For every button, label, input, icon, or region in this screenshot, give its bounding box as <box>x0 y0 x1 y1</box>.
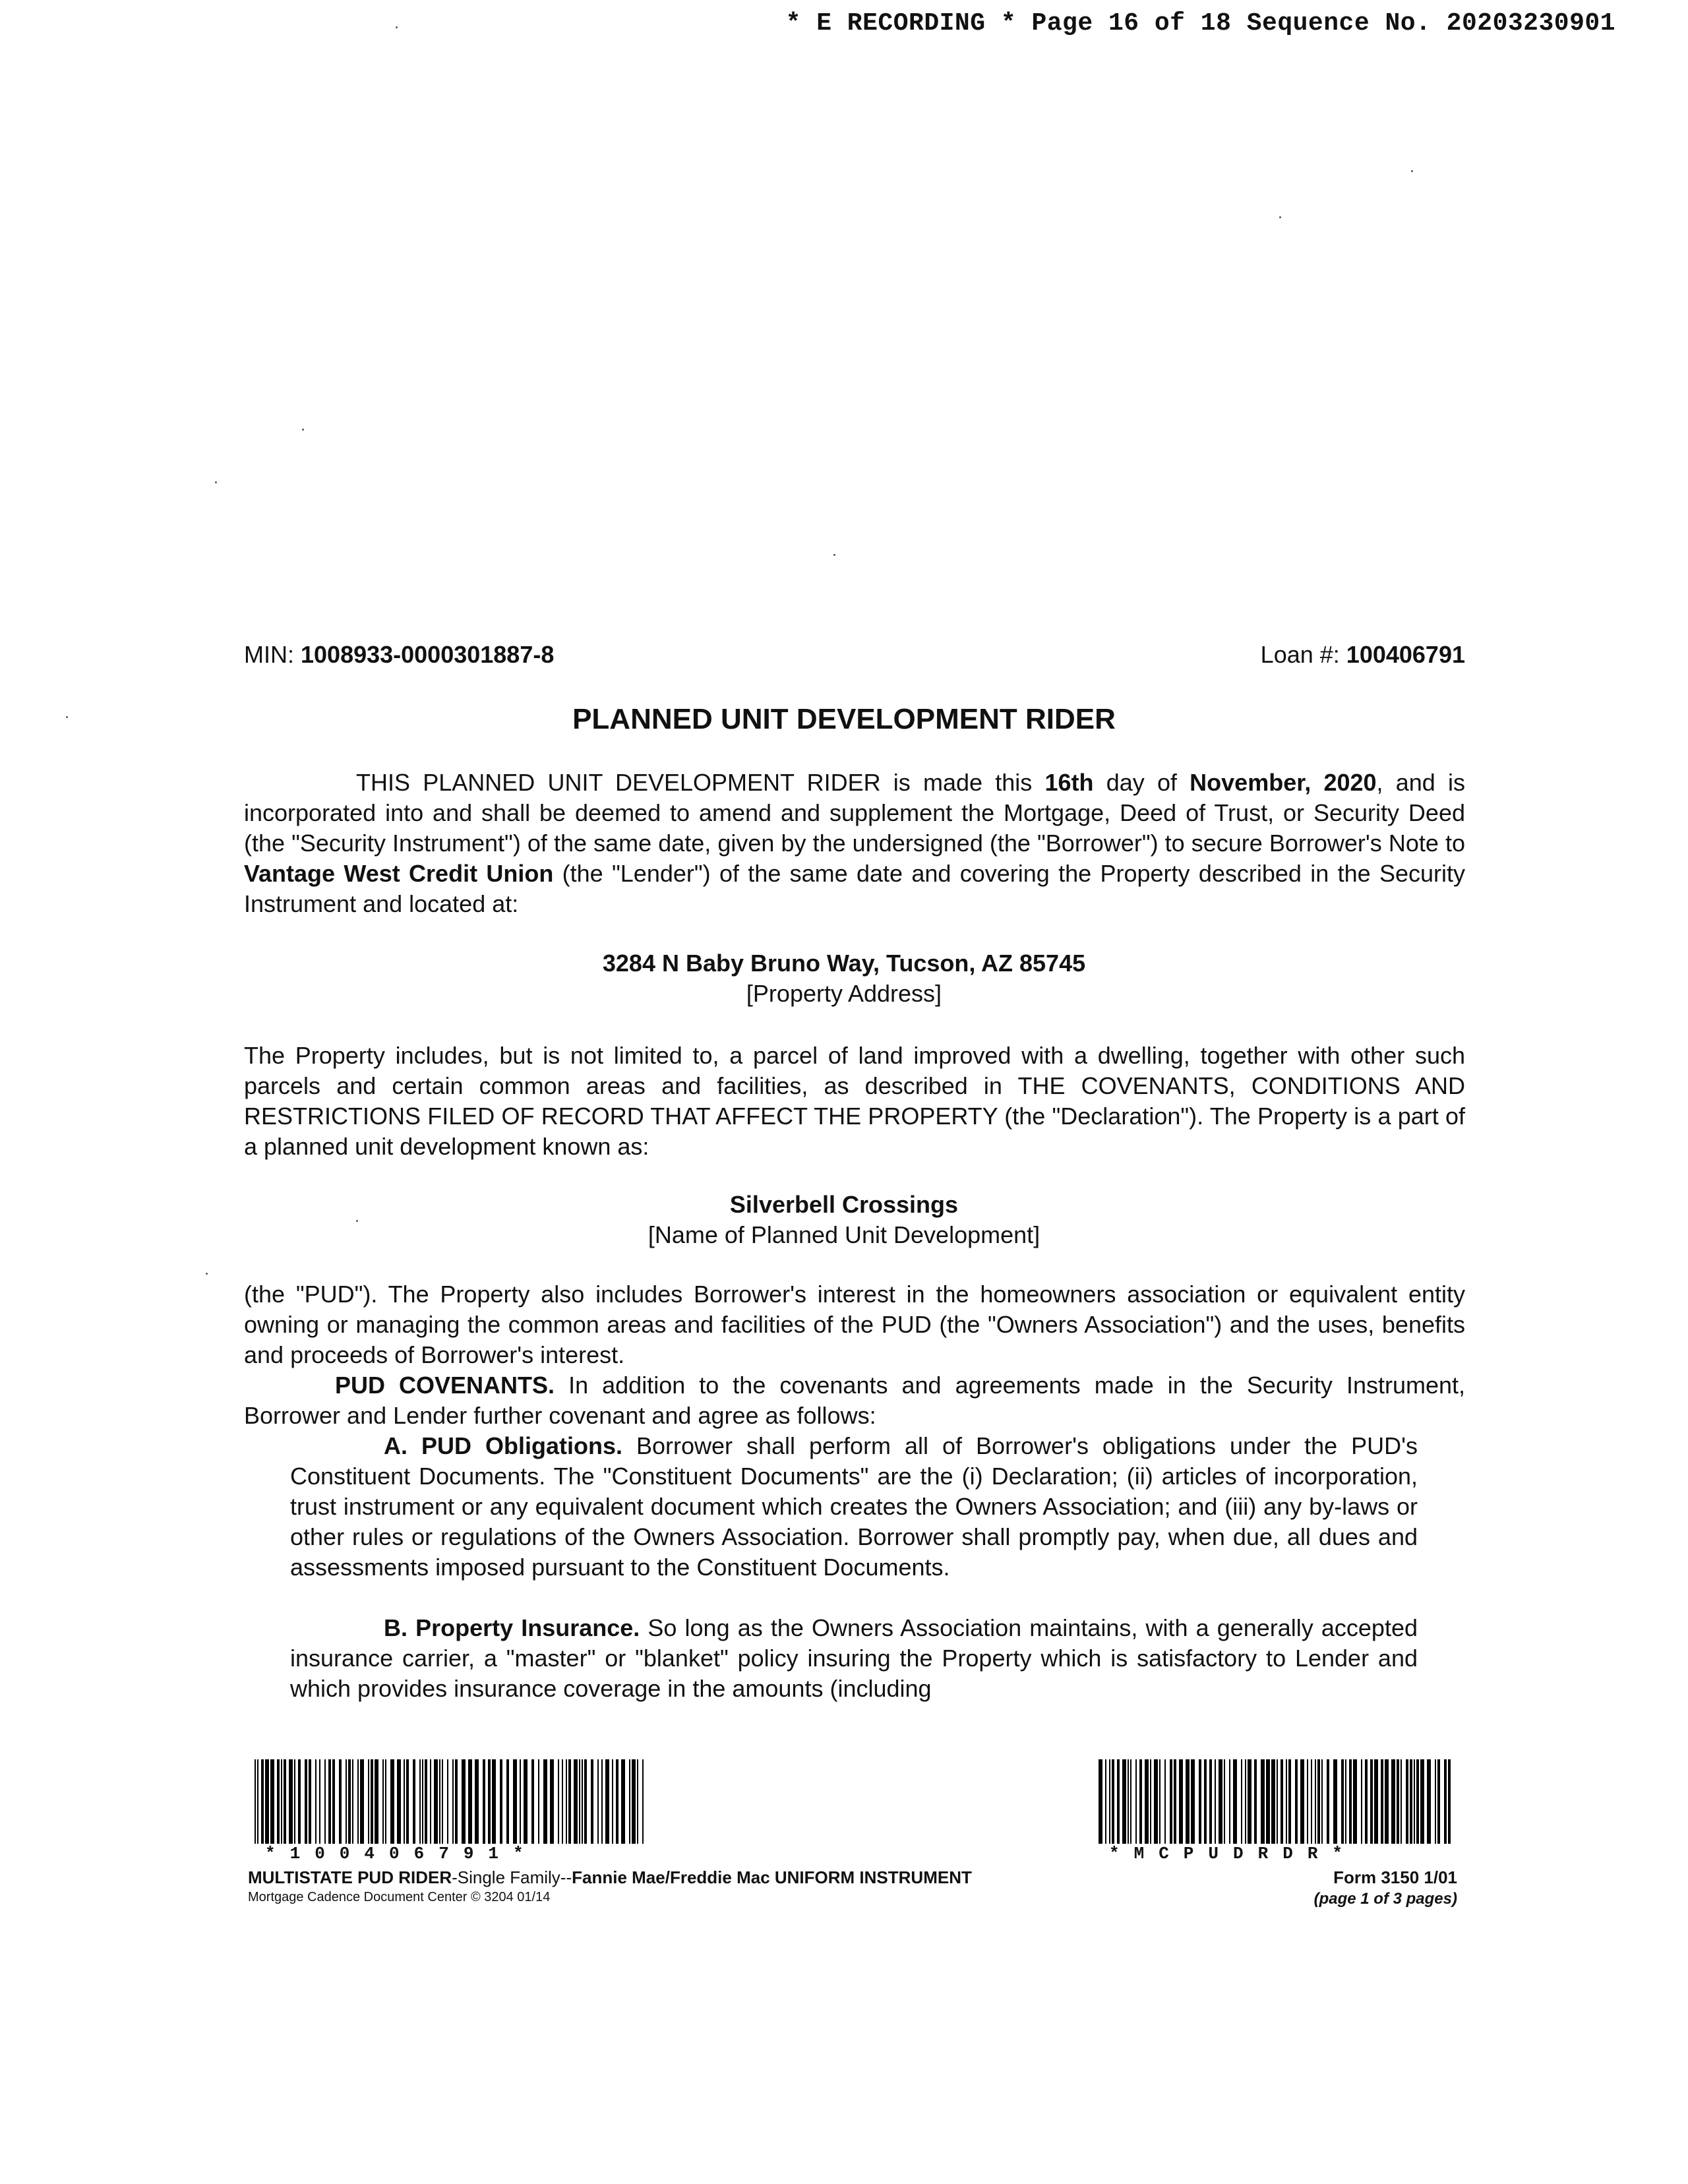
intro-paragraph <box>244 768 1465 919</box>
barcode-bar <box>1204 1759 1207 1844</box>
barcode-bar <box>1229 1759 1230 1844</box>
barcode-bar <box>1385 1759 1389 1844</box>
barcode-bar <box>1219 1759 1222 1844</box>
barcode-bar <box>434 1759 438 1844</box>
barcode-bar <box>315 1759 316 1844</box>
intro-text: THIS PLANNED UNIT DEVELOPMENT RIDER is made this <box>356 769 1045 796</box>
barcode-bar <box>328 1759 331 1844</box>
barcode-bar <box>1295 1759 1298 1844</box>
lender-name: Vantage West Credit Union <box>244 860 554 887</box>
barcode-bar <box>265 1759 269 1844</box>
scan-speck <box>1411 170 1413 172</box>
barcode-bar <box>1410 1759 1412 1844</box>
barcode-bar <box>492 1759 496 1844</box>
barcode-bar <box>1401 1759 1402 1844</box>
barcode-bar <box>601 1759 603 1844</box>
min-number <box>244 641 554 669</box>
barcode-bar <box>1112 1759 1114 1844</box>
barcode-bar <box>1327 1759 1329 1844</box>
vendor-line: Mortgage Cadence Document Center © 3204 01/14 <box>248 1890 551 1904</box>
barcode-bar <box>1135 1759 1137 1844</box>
covenant-b <box>290 1613 1418 1704</box>
barcode-bar <box>413 1759 415 1844</box>
scan-speck <box>1279 216 1281 218</box>
barcode-bar <box>257 1759 258 1844</box>
covenants-text: In addition to the covenants and agreements made in the Security Instrument, Borrower and Lender further covenant and agree as follows: <box>244 1372 1466 1429</box>
barcode-bar <box>284 1759 286 1844</box>
barcode-bar <box>425 1759 427 1844</box>
barcode-bar <box>513 1759 517 1844</box>
barcode-bar <box>368 1759 369 1844</box>
barcode-bar <box>1427 1759 1431 1844</box>
barcode-bar <box>483 1759 485 1844</box>
barcode-bar <box>422 1759 423 1844</box>
loan-number <box>1261 641 1465 669</box>
barcode-bar <box>568 1759 571 1844</box>
recording-header: * E RECORDING * Page 16 of 18 Sequence No. 20203230901 <box>785 9 1615 38</box>
barcode-bar <box>1139 1759 1142 1844</box>
rider-day: 16th <box>1044 769 1094 796</box>
form-number: Form 3150 1/01 <box>1333 1867 1457 1887</box>
barcode-bar <box>1341 1759 1344 1844</box>
barcode-bar <box>352 1759 353 1844</box>
barcode-bar <box>1128 1759 1129 1844</box>
pud-name-block <box>0 1190 1688 1250</box>
covenants-heading: PUD COVENANTS. <box>335 1372 555 1399</box>
barcode-bar <box>439 1759 440 1844</box>
covenants-paragraph <box>244 1370 1465 1431</box>
barcode-bar <box>357 1759 359 1844</box>
barcode-bar <box>616 1759 618 1844</box>
barcode-bar <box>319 1759 320 1844</box>
barcode-bars <box>1099 1759 1451 1844</box>
barcode-bar <box>1397 1759 1399 1844</box>
barcode-bar <box>1164 1759 1166 1844</box>
barcode-bar <box>475 1759 479 1844</box>
barcode-bar <box>500 1759 502 1844</box>
barcode-bar <box>455 1759 458 1844</box>
intro-text: day of <box>1093 769 1190 796</box>
barcode-bar <box>1374 1759 1378 1844</box>
intro-text: (the "Lender") of the same date and covering the Property described in the Security Instrument and located at: <box>244 860 1465 917</box>
barcode-bar <box>1117 1759 1120 1844</box>
document-title: PLANNED UNIT DEVELOPMENT RIDER <box>572 703 1116 735</box>
barcode-bar <box>524 1759 528 1844</box>
barcode-bar <box>346 1759 347 1844</box>
barcode-bar <box>1254 1759 1257 1844</box>
barcode-bar <box>605 1759 609 1844</box>
barcode-bar <box>591 1759 593 1844</box>
barcode-bar <box>277 1759 280 1844</box>
barcode-bar <box>629 1759 630 1844</box>
barcode-bar <box>1349 1759 1352 1844</box>
barcode-bar <box>1224 1759 1225 1844</box>
barcode-bar <box>1266 1759 1270 1844</box>
barcode-bar <box>1109 1759 1110 1844</box>
barcode-bar <box>488 1759 491 1844</box>
barcode-bar <box>538 1759 539 1844</box>
page-count: (page 1 of 3 pages) <box>1313 1890 1457 1908</box>
scan-speck <box>302 429 304 431</box>
barcode-bar <box>447 1759 448 1844</box>
barcode-bar <box>1281 1759 1283 1844</box>
barcode-bar <box>452 1759 454 1844</box>
association-paragraph: (the "PUD"). The Property also includes Borrower's interest in the homeowners association or equivalent entity owning or managing the common areas and facilities of the PUD (the "Owners Association") and the uses, benefits and proceeds of Borrower's interest. <box>244 1281 1465 1368</box>
covenant-a <box>290 1431 1418 1583</box>
barcode-bar <box>1271 1759 1275 1844</box>
barcode-bar <box>261 1759 264 1844</box>
barcode-bar <box>1199 1759 1201 1844</box>
barcode-bar <box>371 1759 373 1844</box>
barcode-bar <box>1130 1759 1131 1844</box>
barcode-bar <box>584 1759 587 1844</box>
barcode-bar <box>1209 1759 1212 1844</box>
barcode-bar <box>468 1759 472 1844</box>
loan-barcode <box>255 1759 644 1844</box>
pud-name-caption: [Name of Planned Unit Development] <box>648 1221 1040 1248</box>
barcode-bar <box>1437 1759 1440 1844</box>
barcode-bar <box>1186 1759 1190 1844</box>
barcode-bar <box>531 1759 534 1844</box>
barcode-bar <box>255 1759 256 1844</box>
barcode-bar <box>1333 1759 1337 1844</box>
barcode-bar <box>1288 1759 1291 1844</box>
barcode-bar <box>1248 1759 1251 1844</box>
barcode-bar <box>506 1759 509 1844</box>
barcode-bar <box>1416 1759 1419 1844</box>
barcode-bar <box>385 1759 386 1844</box>
barcode-bar <box>1381 1759 1383 1844</box>
scan-speck <box>206 1273 208 1275</box>
barcode-bar <box>397 1759 401 1844</box>
barcode-bar <box>1105 1759 1106 1844</box>
barcode-bar <box>1145 1759 1149 1844</box>
form-title-name: MULTISTATE PUD RIDER <box>248 1867 452 1887</box>
pud-name: Silverbell Crossings <box>729 1191 959 1218</box>
barcode-bar <box>1317 1759 1320 1844</box>
barcode-bar <box>1315 1759 1316 1844</box>
barcode-bar <box>1286 1759 1287 1844</box>
barcode-bar <box>1099 1759 1102 1844</box>
barcode-bar <box>1215 1759 1216 1844</box>
loan-label: Loan #: <box>1260 641 1346 668</box>
barcode-bar <box>382 1759 384 1844</box>
barcode-bar <box>309 1759 311 1844</box>
barcode-bar <box>550 1759 554 1844</box>
barcode-bar <box>1233 1759 1237 1844</box>
barcode-bar <box>1150 1759 1151 1844</box>
barcode-bar <box>1345 1759 1346 1844</box>
barcode-bar <box>332 1759 335 1844</box>
barcode-bar <box>360 1759 364 1844</box>
loan-value: 100406791 <box>1346 641 1465 668</box>
barcode-bar <box>339 1759 342 1844</box>
barcode-bar <box>406 1759 409 1844</box>
min-value: 1008933-0000301887-8 <box>301 641 555 668</box>
covenant-b-heading: B. Property Insurance. <box>384 1614 640 1641</box>
barcode-bar <box>1406 1759 1408 1844</box>
form-title-type: -Single Family-- <box>452 1867 572 1887</box>
barcode-bar <box>294 1759 295 1844</box>
barcode-bar <box>390 1759 394 1844</box>
barcode-bar <box>642 1759 644 1844</box>
declaration-paragraph: The Property includes, but is not limited to, a parcel of land improved with a dwelling, together with other such parcels and certain common areas and facilities, as described in THE COVENANTS, CONDITIONS AND RESTRICTIONS FILED OF RECORD THAT AFFECT THE PROPERTY (the "Declaration"). The Property is a part of a planned unit development known as: <box>244 1042 1465 1160</box>
barcode-bar <box>637 1759 638 1844</box>
intro-text: , and is incorporated into and shall be deemed to amend and supplement the Mortgage, Deed of Trust, or Security Deed (the "Security Instrument") of the same date, given by the undersigned (the "Borrower") to secure Borrower's Note to <box>244 769 1466 857</box>
barcode-bar <box>1420 1759 1424 1844</box>
barcode-bar <box>1365 1759 1368 1844</box>
form-barcode-caption: *MCPUDRDR* <box>1109 1844 1358 1864</box>
property-address-block <box>0 948 1688 1009</box>
barcode-bar <box>1277 1759 1278 1844</box>
barcode-bar <box>1122 1759 1126 1844</box>
barcode-bar <box>1307 1759 1308 1844</box>
barcode-bar <box>1170 1759 1172 1844</box>
barcode-bar <box>1245 1759 1246 1844</box>
barcode-bar <box>348 1759 351 1844</box>
barcode-bar <box>324 1759 326 1844</box>
barcode-bar <box>1311 1759 1312 1844</box>
barcode-bar <box>270 1759 274 1844</box>
barcode-bar <box>520 1759 521 1844</box>
loan-identifiers <box>244 641 1465 669</box>
barcode-bar <box>543 1759 547 1844</box>
barcode-bar <box>566 1759 567 1844</box>
barcode-bar <box>1179 1759 1183 1844</box>
barcode-bar <box>558 1759 559 1844</box>
barcode-bar <box>404 1759 405 1844</box>
barcode-bar <box>562 1759 563 1844</box>
barcode-bar <box>298 1759 301 1844</box>
scan-speck <box>833 554 835 556</box>
barcode-bar <box>597 1759 599 1844</box>
barcode-bar <box>574 1759 578 1844</box>
barcode-bar <box>1370 1759 1373 1844</box>
barcode-bar <box>1191 1759 1195 1844</box>
barcode-bar <box>1261 1759 1265 1844</box>
barcode-bar <box>1321 1759 1323 1844</box>
barcode-bar <box>442 1759 443 1844</box>
barcode-bar <box>1241 1759 1242 1844</box>
barcode-bar <box>579 1759 580 1844</box>
barcode-bar <box>430 1759 431 1844</box>
barcode-bar <box>632 1759 636 1844</box>
form-barcode <box>1099 1759 1451 1844</box>
barcode-bar <box>375 1759 378 1844</box>
barcode-bars <box>255 1759 644 1844</box>
min-label: MIN: <box>244 641 301 668</box>
barcode-bar <box>1361 1759 1362 1844</box>
barcode-bar <box>1448 1759 1451 1844</box>
barcode-bar <box>462 1759 466 1844</box>
barcode-bar <box>1300 1759 1304 1844</box>
barcode-bar <box>1391 1759 1395 1844</box>
barcode-bar <box>1353 1759 1357 1844</box>
barcode-bar <box>1174 1759 1176 1844</box>
barcode-bar <box>305 1759 307 1844</box>
scan-speck <box>215 481 217 483</box>
scan-speck <box>396 26 398 28</box>
form-title-instrument: Fannie Mae/Freddie Mac UNIFORM INSTRUMENT <box>572 1867 972 1887</box>
rider-date: November, 2020 <box>1190 769 1377 796</box>
loan-barcode-caption: *100406791* <box>265 1844 538 1864</box>
covenant-b-text: So long as the Owners Association maintains, with a generally accepted insurance carrier, a "master" or "blanket" policy insuring the Property which is satisfactory to Lender and which provides insurance coverage in the amounts (including <box>290 1614 1418 1702</box>
property-address-caption: [Property Address] <box>746 980 942 1007</box>
barcode-bar <box>612 1759 613 1844</box>
covenant-a-text: Borrower shall perform all of Borrower's obligations under the PUD's Constituent Documents. The "Constituent Documents" are the (i) Declaration; (ii) articles of incorporation, trust instrument or any equivalent document which creates the Owners Association; and (iii) any by-laws or other rules or regulations of the Owners Association. Borrower shall promptly pay, when due, all dues and assessments imposed pursuant to the Constituent Documents. <box>290 1432 1418 1581</box>
barcode-bar <box>281 1759 282 1844</box>
barcode-bar <box>1159 1759 1160 1844</box>
barcode-bar <box>1154 1759 1158 1844</box>
barcode-bar <box>621 1759 625 1844</box>
covenant-a-heading: A. PUD Obligations. <box>384 1432 622 1459</box>
barcode-bar <box>1414 1759 1415 1844</box>
property-address: 3284 N Baby Bruno Way, Tucson, AZ 85745 <box>602 950 1086 977</box>
barcode-bar <box>1444 1759 1447 1844</box>
barcode-bar <box>582 1759 583 1844</box>
form-title <box>248 1867 972 1888</box>
barcode-bar <box>419 1759 421 1844</box>
barcode-bar <box>289 1759 293 1844</box>
barcode-bar <box>1435 1759 1436 1844</box>
